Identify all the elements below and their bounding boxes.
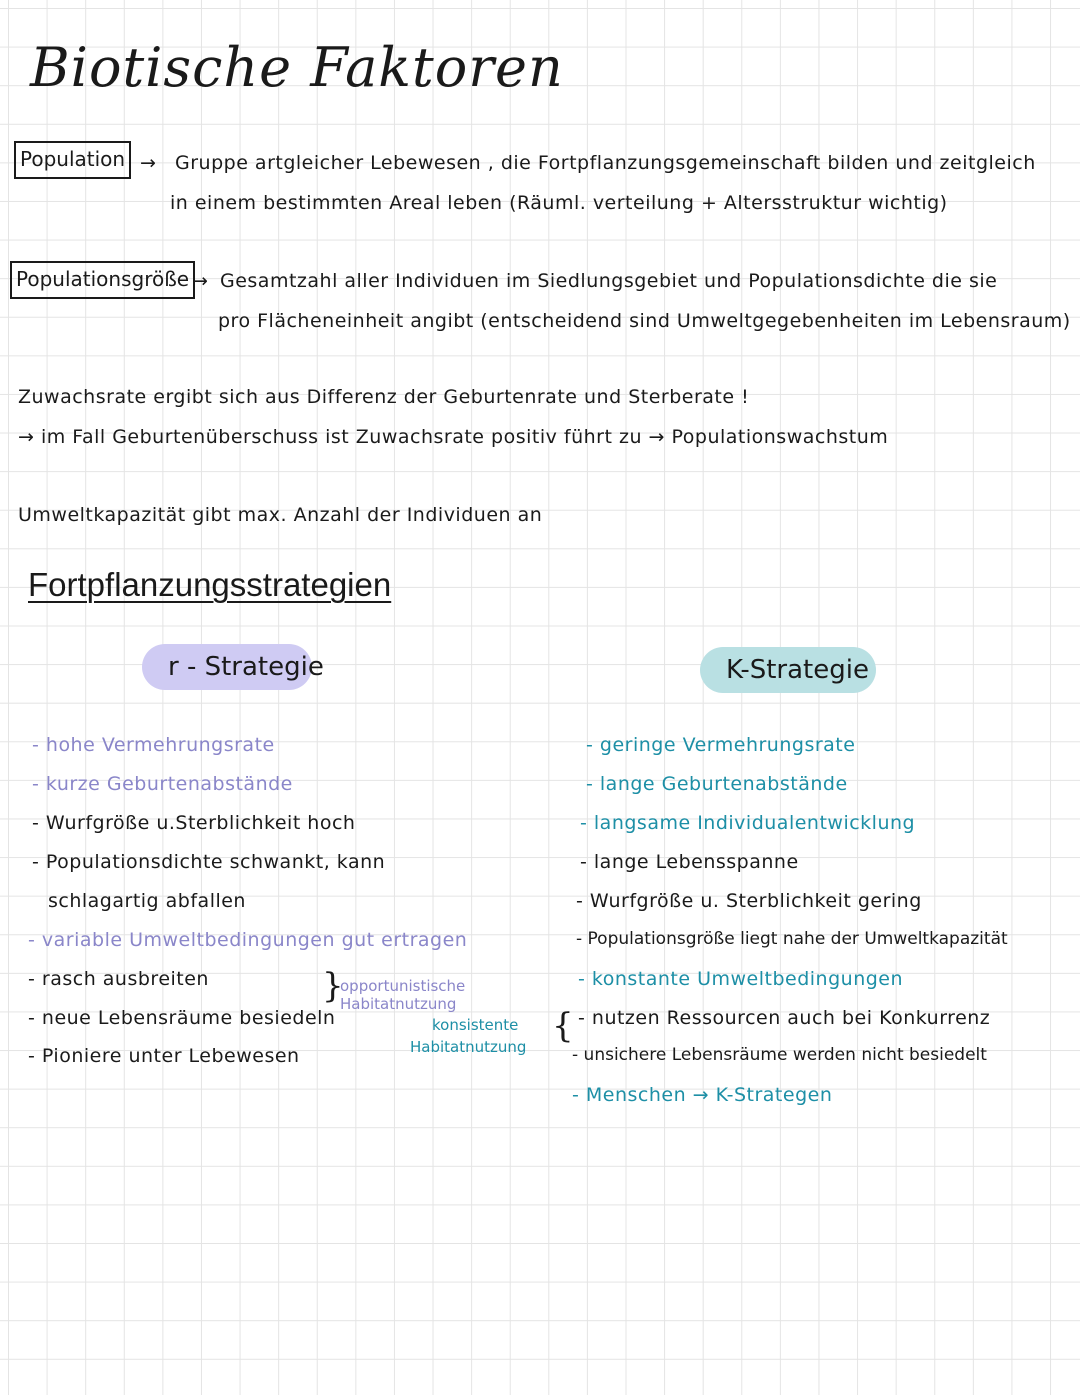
r-item: - kurze Geburtenabstände [32, 773, 293, 795]
r-item: schlagartig abfallen [48, 890, 246, 912]
consistent-label: konsistente [432, 1016, 519, 1034]
bracket: } [322, 966, 344, 1006]
zuwachsrate-line-2: → im Fall Geburtenüberschuss ist Zuwachsrate positiv führt zu → Populationswachstum [18, 426, 889, 448]
k-item: - unsichere Lebensräume werden nicht besiedelt [572, 1045, 987, 1065]
k-strategy-label: K-Strategie [700, 647, 876, 693]
k-item: - Populationsgröße liegt nahe der Umweltkapazität [576, 929, 1008, 949]
r-item: - Wurfgröße u.Sterblichkeit hoch [32, 812, 356, 834]
r-strategy-label: r - Strategie [142, 644, 312, 690]
consistent-label: Habitatnutzung [410, 1038, 527, 1056]
population-definition-line-2: in einem bestimmten Areal leben (Räuml. verteilung + Altersstruktur wichtig) [170, 192, 948, 214]
populationsgroesse-definition-line-1: Gesamtzahl aller Individuen im Siedlungsgebiet und Populationsdichte die sie [220, 270, 998, 292]
arrow: → [140, 152, 157, 174]
page-title: Biotische Faktoren [30, 36, 564, 99]
term-populationsgroesse: Populationsgröße [10, 261, 195, 299]
r-item: - variable Umweltbedingungen gut ertragen [28, 929, 468, 951]
opportunistic-label: Habitatnutzung [340, 995, 457, 1013]
population-definition-line-1: Gruppe artgleicher Lebewesen , die Fortpflanzungsgemeinschaft bilden und zeitgleich [175, 152, 1036, 174]
k-item: - langsame Individualentwicklung [580, 812, 916, 834]
r-item: - hohe Vermehrungsrate [32, 734, 275, 756]
section-heading: Fortpflanzungsstrategien [28, 566, 392, 603]
k-item: - Wurfgröße u. Sterblichkeit gering [576, 890, 922, 912]
zuwachsrate-line-1: Zuwachsrate ergibt sich aus Differenz der Geburtenrate und Sterberate ! [18, 386, 750, 408]
k-item: - konstante Umweltbedingungen [578, 968, 904, 990]
k-item: - Menschen → K-Strategen [572, 1084, 833, 1106]
opportunistic-label: opportunistische [340, 977, 466, 995]
r-item: - Populationsdichte schwankt, kann [32, 851, 386, 873]
k-item: - lange Geburtenabstände [586, 773, 848, 795]
bracket: { [552, 1006, 574, 1046]
k-item: - nutzen Ressourcen auch bei Konkurrenz [578, 1007, 991, 1029]
populationsgroesse-definition-line-2: pro Flächeneinheit angibt (entscheidend sind Umweltgegebenheiten im Lebensraum) [218, 310, 1071, 332]
k-item: - lange Lebensspanne [580, 851, 799, 873]
k-item: - geringe Vermehrungsrate [586, 734, 856, 756]
term-population: Population [14, 141, 131, 179]
arrow: → [192, 270, 209, 292]
r-item: - neue Lebensräume besiedeln [28, 1007, 336, 1029]
umweltkapazitaet-line: Umweltkapazität gibt max. Anzahl der Individuen an [18, 504, 543, 526]
r-item: - rasch ausbreiten [28, 968, 209, 990]
r-item: - Pioniere unter Lebewesen [28, 1045, 300, 1067]
